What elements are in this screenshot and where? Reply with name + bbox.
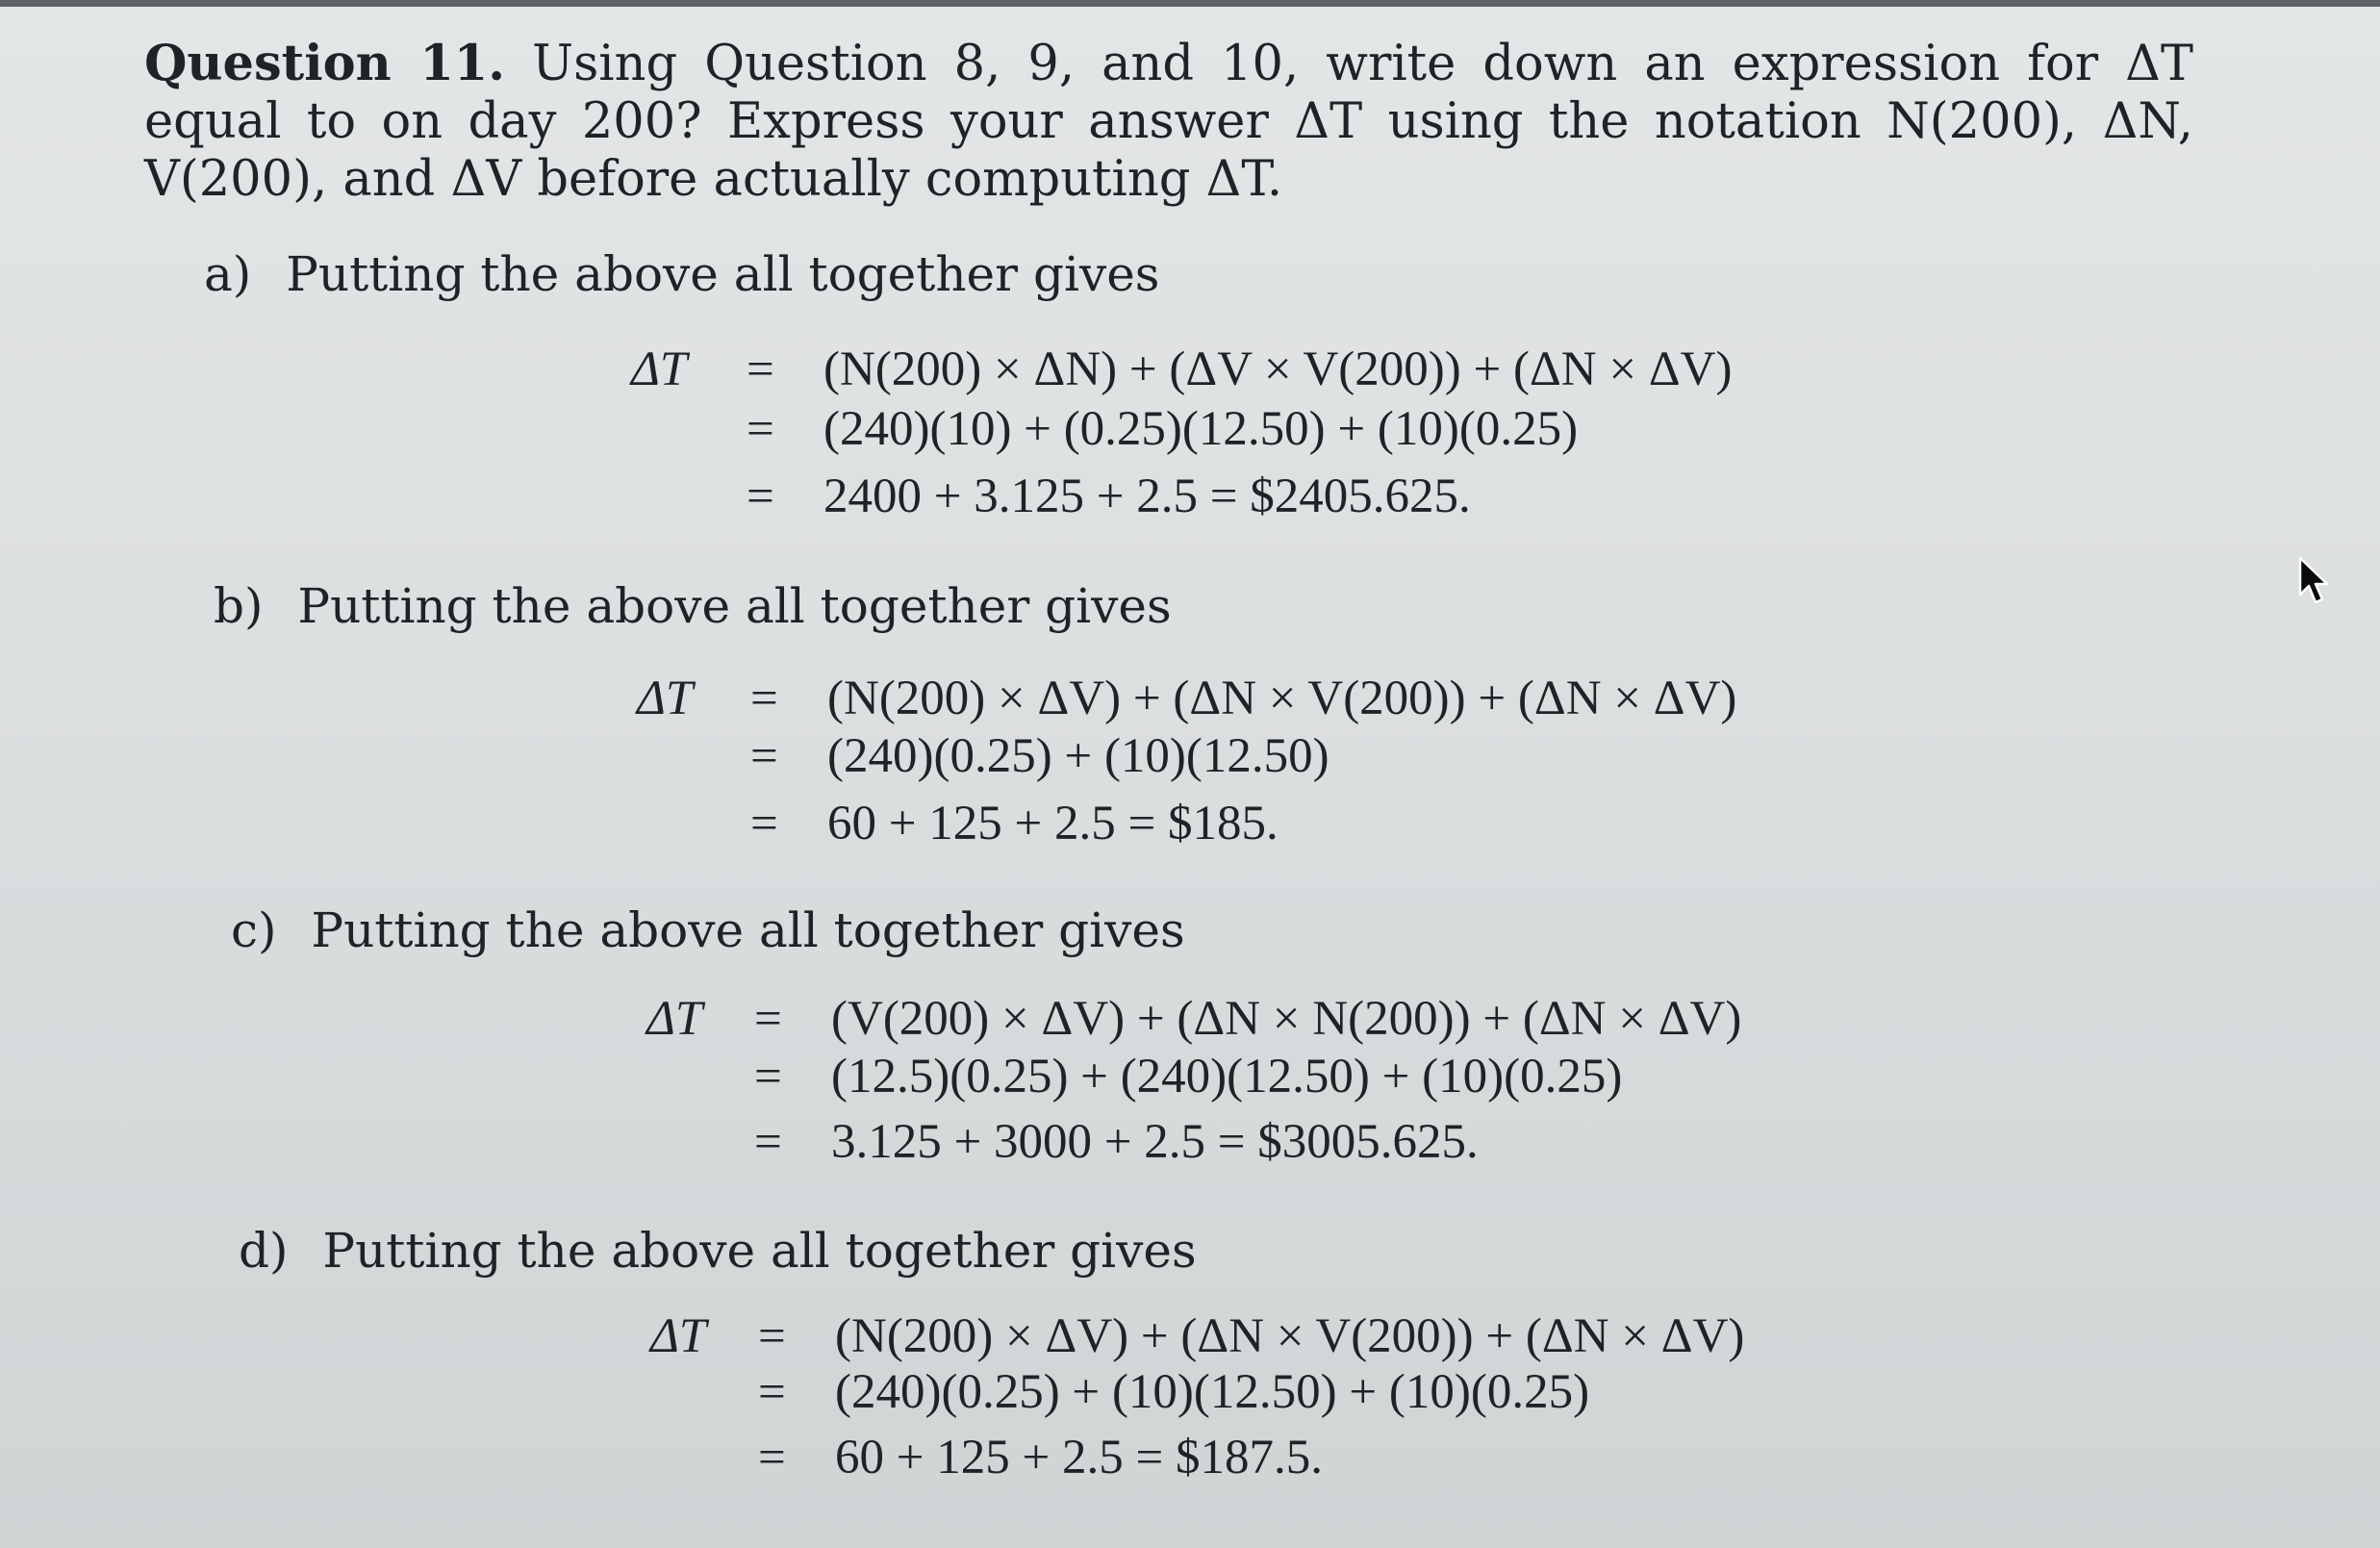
part-a-intro: Putting the above all together gives bbox=[286, 246, 1160, 302]
part-c-lhs: ΔT bbox=[646, 992, 703, 1046]
expression: (N(200) × ΔV) + (ΔN × V(200)) + (ΔN × ΔV) bbox=[827, 672, 1737, 725]
part-b-lhs: ΔT bbox=[637, 672, 694, 725]
equals-sign: = bbox=[750, 797, 778, 850]
part-a-lhs: ΔT bbox=[631, 343, 688, 396]
expression: (N(200) × ΔN) + (ΔV × V(200)) + (ΔN × ΔV) bbox=[823, 343, 1733, 396]
expression: 60 + 125 + 2.5 = $185. bbox=[827, 797, 1279, 850]
expression: 3.125 + 3000 + 2.5 = $3005.625. bbox=[831, 1115, 1479, 1169]
expression: (12.5)(0.25) + (240)(12.50) + (10)(0.25) bbox=[831, 1050, 1623, 1104]
part-d-label: d) bbox=[239, 1223, 289, 1279]
mouse-pointer-icon bbox=[2297, 556, 2332, 610]
equals-sign: = bbox=[758, 1431, 786, 1485]
equals-sign: = bbox=[754, 992, 782, 1046]
equals-sign: = bbox=[750, 729, 778, 783]
part-c-label: c) bbox=[231, 902, 277, 958]
expression: (240)(10) + (0.25)(12.50) + (10)(0.25) bbox=[823, 402, 1579, 456]
expression: (240)(0.25) + (10)(12.50) bbox=[827, 729, 1329, 783]
part-a-label: a) bbox=[204, 246, 252, 302]
expression: (240)(0.25) + (10)(12.50) + (10)(0.25) bbox=[835, 1365, 1590, 1419]
part-b-heading bbox=[214, 577, 1172, 635]
part-d-heading bbox=[239, 1222, 1197, 1280]
part-d-intro: Putting the above all together gives bbox=[322, 1223, 1197, 1279]
part-c-intro: Putting the above all together gives bbox=[311, 902, 1185, 958]
equals-sign: = bbox=[754, 1115, 782, 1169]
question-label: Question 11. bbox=[144, 35, 506, 92]
equals-sign: = bbox=[747, 402, 774, 456]
part-b-label: b) bbox=[214, 578, 264, 634]
equals-sign: = bbox=[747, 343, 774, 396]
equals-sign: = bbox=[750, 672, 778, 725]
expression: (V(200) × ΔV) + (ΔN × N(200)) + (ΔN × ΔV) bbox=[831, 992, 1742, 1046]
question-body: Using Question 8, 9, and 10, write down an expression for ΔT equal to on day 200? Express your answer ΔT using the notation N(200), ΔN, V(200), and ΔV before actually computing ΔT. bbox=[144, 36, 2194, 208]
part-c-heading bbox=[231, 901, 1185, 959]
part-a-heading bbox=[204, 245, 1159, 303]
question-text bbox=[144, 35, 2193, 209]
part-d-lhs: ΔT bbox=[650, 1309, 707, 1363]
expression: 60 + 125 + 2.5 = $187.5. bbox=[835, 1431, 1324, 1485]
equals-sign: = bbox=[754, 1050, 782, 1104]
expression: (N(200) × ΔV) + (ΔN × V(200)) + (ΔN × ΔV) bbox=[835, 1309, 1745, 1363]
top-bezel bbox=[0, 0, 2380, 7]
equals-sign: = bbox=[747, 469, 774, 523]
equals-sign: = bbox=[758, 1365, 786, 1419]
part-b-intro: Putting the above all together gives bbox=[297, 578, 1172, 634]
expression: 2400 + 3.125 + 2.5 = $2405.625. bbox=[823, 469, 1471, 523]
equals-sign: = bbox=[758, 1309, 786, 1363]
